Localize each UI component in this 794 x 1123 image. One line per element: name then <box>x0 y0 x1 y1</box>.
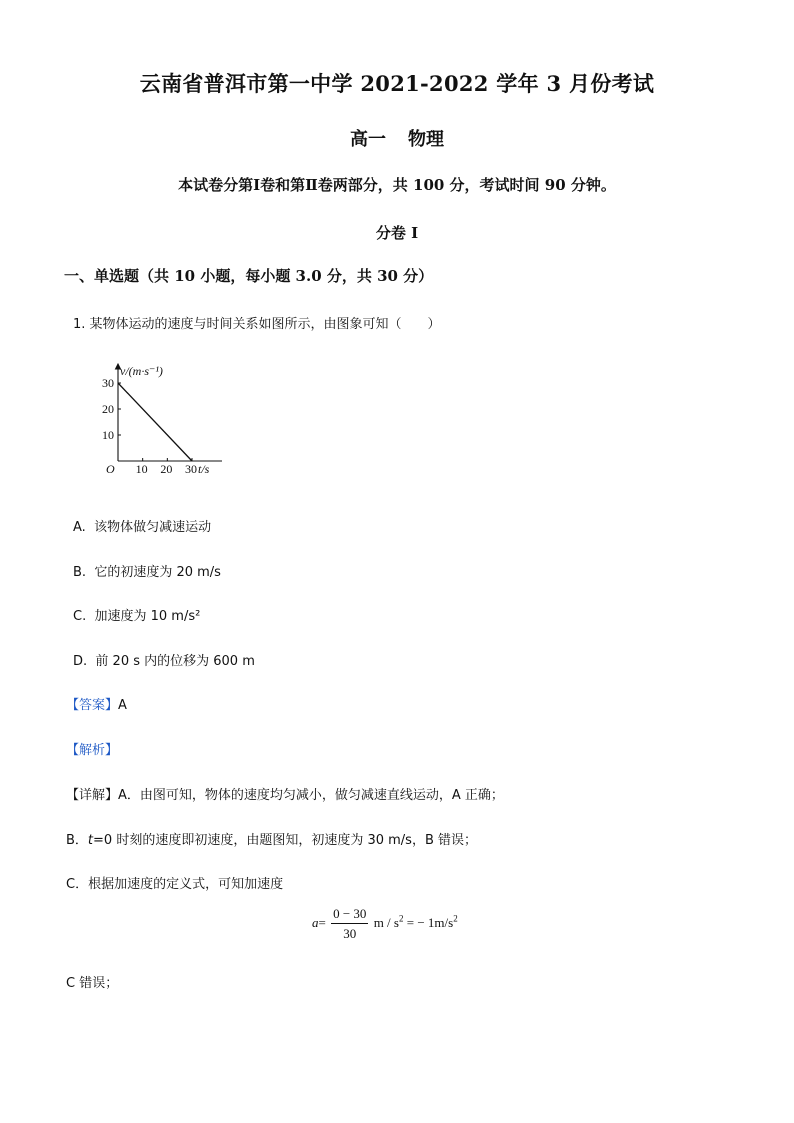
formula-unit: m / s <box>373 914 399 930</box>
subject-label: 物理 <box>408 129 444 150</box>
answer-line <box>66 694 127 713</box>
detail-a-line <box>66 784 504 803</box>
option-a <box>73 516 211 535</box>
formula-numerator: 0 − 30 <box>331 906 368 924</box>
answer-value: A <box>118 698 127 713</box>
x-tick-label: 10 <box>135 462 148 476</box>
formula-denominator: 30 <box>343 926 357 941</box>
option-a-letter: A. <box>73 520 86 535</box>
detail-c-line: C．根据加速度的定义式，可知加速度 <box>66 877 284 892</box>
formula-eq: = <box>318 914 326 930</box>
formula-lhs: a <box>312 914 319 930</box>
option-b-letter: B. <box>73 565 87 580</box>
exam-subtitle <box>0 125 794 151</box>
option-b <box>73 561 221 580</box>
formula-rhs-exp: 2 <box>453 913 458 924</box>
x-tick-label: 30 <box>185 462 197 476</box>
option-d <box>73 650 255 669</box>
grade-label: 高一 <box>350 129 386 150</box>
analysis-line <box>66 739 118 758</box>
detail-b-line <box>66 829 477 848</box>
option-d-text: 前 20 s 内的位移为 600 m <box>95 654 255 669</box>
detail-tag: 【详解】 <box>66 788 119 803</box>
y-tick-label: 10 <box>102 428 114 442</box>
detail-a-text: A．由图可知，物体的速度均匀减小，做匀减速直线运动，A 正确； <box>118 788 504 803</box>
c-conclusion: C 错误； <box>66 976 119 991</box>
detail-b-text: =0 时刻的速度即初速度，由题图知，初速度为 30 m/s，B 错误； <box>93 833 478 848</box>
answer-tag: 【答案】 <box>66 698 119 713</box>
section-heading: 一、单选题（共 10 小题，每小题 3.0 分，共 30 分） <box>64 267 434 285</box>
option-c-text: 加速度为 10 m/s² <box>94 609 201 624</box>
formula-unit-exp: 2 <box>398 913 404 924</box>
option-b-text: 它的初速度为 20 m/s <box>94 565 221 580</box>
y-tick-label: 30 <box>102 376 114 390</box>
part-label: 分卷 I <box>375 224 419 242</box>
y-axis-label: v/(m·s⁻¹) <box>120 364 163 378</box>
origin-label: O <box>106 462 115 476</box>
option-c <box>73 605 200 624</box>
velocity-line <box>118 383 192 461</box>
y-tick-label: 20 <box>102 402 114 416</box>
analysis-tag: 【解析】 <box>66 743 119 758</box>
detail-b-var: t <box>87 833 94 848</box>
option-d-letter: D. <box>73 654 88 669</box>
question-stem: 1. 某物体运动的速度与时间关系如图所示，由图象可知（ ） <box>73 317 441 332</box>
acceleration-formula <box>312 906 458 952</box>
detail-b-prefix: B． <box>66 833 88 848</box>
option-a-text: 该物体做匀减速运动 <box>94 520 212 535</box>
option-c-letter: C. <box>73 609 87 624</box>
formula-rhs: = − 1m/s <box>406 914 454 930</box>
x-axis-label: t/s <box>198 462 210 476</box>
exam-title: 云南省普洱市第一中学 2021-2022 学年 3 月份考试 <box>139 71 655 96</box>
exam-description: 本试卷分第Ⅰ卷和第Ⅱ卷两部分，共 100 分，考试时间 90 分钟。 <box>178 176 616 194</box>
velocity-time-chart <box>100 358 230 478</box>
x-tick-label: 20 <box>160 462 173 476</box>
formula-fraction <box>331 906 368 942</box>
